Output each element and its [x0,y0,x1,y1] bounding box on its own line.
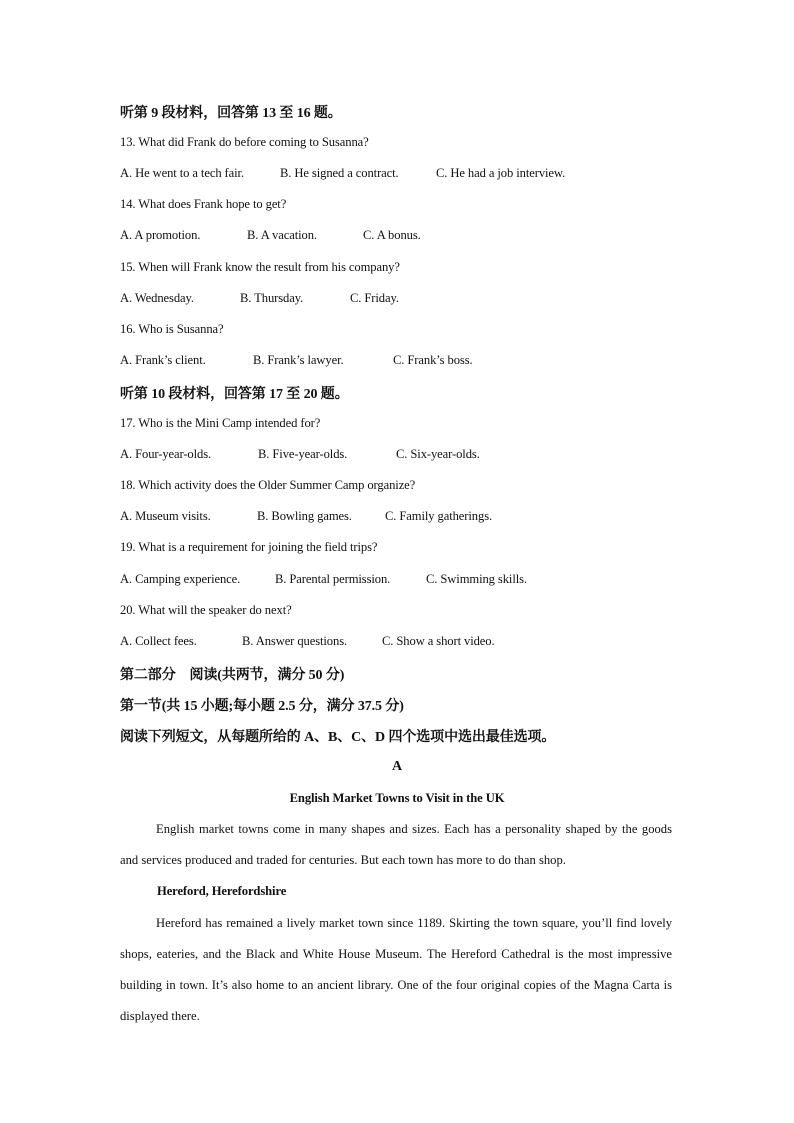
question-14: 14. What does Frank hope to get? [120,197,287,211]
option-c: C. Friday. [350,291,399,305]
option-b: B. Thursday. [240,291,304,305]
passage-subheading: Hereford, Herefordshire [157,884,287,898]
question-16-options [120,353,473,368]
question-18: 18. Which activity does the Older Summer Camp organize? [120,478,416,492]
part-2-header: 第二部分 阅读(共两节，满分 50 分) [120,668,345,683]
option-b: B. Parental permission. [275,572,391,586]
option-b: B. He signed a contract. [280,166,399,180]
option-c: C. Family gatherings. [385,509,493,523]
question-19: 19. What is a requirement for joining the field trips? [120,540,378,554]
section-10-header: 听第 10 段材料，回答第 17 至 20 题。 [120,387,349,402]
option-a: A. Camping experience. [120,572,241,586]
option-c: C. Frank’s boss. [393,353,473,367]
question-14-options [120,228,421,243]
section-9-header: 听第 9 段材料，回答第 13 至 16 题。 [120,106,342,121]
option-a: A. Four-year-olds. [120,447,212,461]
option-b: B. A vacation. [247,228,317,242]
question-18-options [120,509,492,524]
question-19-options [120,572,527,587]
option-b: B. Frank’s lawyer. [253,353,344,367]
question-15-options [120,291,399,306]
section-1-header: 第一节(共 15 小题;每小题 2.5 分，满分 37.5 分) [120,699,404,714]
reading-instruction: 阅读下列短文，从每题所给的 A、B、C、D 四个选项中选出最佳选项。 [120,730,556,745]
option-a: A. Collect fees. [120,634,197,648]
option-a: A. A promotion. [120,228,201,242]
option-a: A. Frank’s client. [120,353,206,367]
passage-title: English Market Towns to Visit in the UK [289,791,505,805]
question-13-options [120,166,565,181]
option-a: A. Wednesday. [120,291,194,305]
question-20-options [120,634,495,649]
option-c: C. He had a job interview. [436,166,566,180]
question-13: 13. What did Frank do before coming to Susanna? [120,135,369,149]
option-a: A. Museum visits. [120,509,211,523]
option-c: C. Swimming skills. [426,572,527,586]
passage-paragraph-1: English market towns come in many shapes and sizes. Each has a personality shaped by the goods and services produced and traded for centuries. But each town has more to do than shop. [120,822,672,867]
passage-paragraph-2: Hereford has remained a lively market town since 1189. Skirting the town square, you’ll find lovely shops, eateries, and the Black and White House Museum. The Hereford Cathedral is the most impressive building in town. It’s also home to an ancient library. One of the four original copies of the Magna Carta is displayed there. [120,916,672,1023]
question-16: 16. Who is Susanna? [120,322,224,336]
option-c: C. Six-year-olds. [396,447,480,461]
question-17-options [120,447,480,462]
option-b: B. Bowling games. [257,509,352,523]
option-c: C. A bonus. [363,228,421,242]
option-c: C. Show a short video. [382,634,495,648]
question-15: 15. When will Frank know the result from his company? [120,260,400,274]
question-20: 20. What will the speaker do next? [120,603,292,617]
option-b: B. Answer questions. [242,634,348,648]
passage-letter: A [391,759,402,774]
option-a: A. He went to a tech fair. [120,166,244,180]
option-b: B. Five-year-olds. [258,447,348,461]
question-17: 17. Who is the Mini Camp intended for? [120,416,321,430]
